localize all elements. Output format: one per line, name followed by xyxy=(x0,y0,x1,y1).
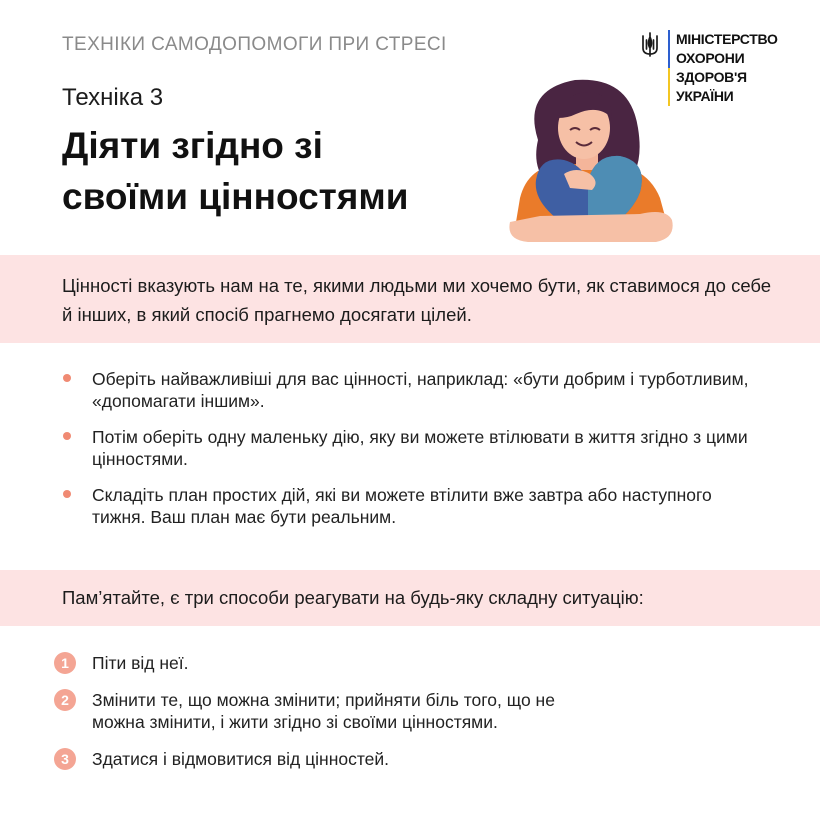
intro-text: Цінності вказують нам на те, якими людьми ми хочемо бути, як ставимося до себе й інших, в який спосіб прагнемо досягати цілей. xyxy=(62,275,772,325)
list-item: Потім оберіть одну маленьку дію, яку ви можете втілювати в життя згідно з цими цінностями. xyxy=(62,426,762,470)
bullet-dot-icon xyxy=(63,432,71,440)
bullet-dot-icon xyxy=(63,374,71,382)
number-badge-icon: 1 xyxy=(54,652,76,674)
woman-hugging-heart-illustration xyxy=(480,70,700,260)
list-item: 2 Змінити те, що можна змінити; прийняти біль того, що не можна змінити, і жити згідно зі своїми цінностями. xyxy=(54,689,754,733)
reminder-band xyxy=(0,570,820,626)
bullet-dot-icon xyxy=(63,490,71,498)
series-title: ТЕХНІКИ САМОДОПОМОГИ ПРИ СТРЕСІ xyxy=(62,34,447,55)
intro-band xyxy=(0,255,820,343)
list-item: 3 Здатися і відмовитися від цінностей. xyxy=(54,748,754,770)
technique-label: Техніка 3 xyxy=(62,84,164,111)
page-title: Діяти згідно зі своїми цінностями xyxy=(62,125,409,217)
number-badge-icon: 2 xyxy=(54,689,76,711)
options-list xyxy=(54,652,754,785)
number-badge-icon: 3 xyxy=(54,748,76,770)
trident-icon xyxy=(640,32,660,58)
advice-list xyxy=(62,368,762,542)
reminder-text: Пам’ятайте, є три способи реагувати на будь-яку складну ситуацію: xyxy=(62,587,644,608)
list-item: Складіть план простих дій, які ви можете втілити вже завтра або наступного тижня. Ваш план має бути реальним. xyxy=(62,484,762,528)
list-item: 1 Піти від неї. xyxy=(54,652,754,674)
logo-text: МІНІСТЕРСТВО ОХОРОНИ ЗДОРОВ'Я УКРАЇНИ xyxy=(676,31,778,104)
list-item: Оберіть найважливіші для вас цінності, наприклад: «бути добрим і турботливим, «допомагати іншим». xyxy=(62,368,762,412)
